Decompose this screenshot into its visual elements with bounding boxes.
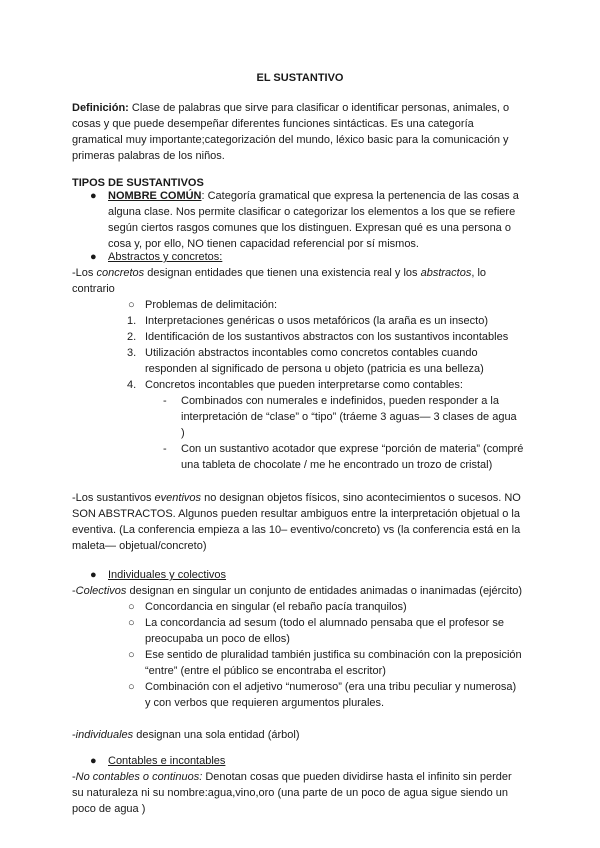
definition-line-3: gramatical muy importante;categorización del mundo, léxico basic para la comunicación y: [72, 134, 509, 146]
bullet-icon: ●: [90, 569, 97, 581]
colectivos-item-line-2: preocupaba un poco de ellos): [145, 633, 290, 645]
eventivos-line-1: -Los sustantivos eventivos no designan objetos físicos, sino acontecimientos o sucesos. NO: [72, 492, 521, 504]
dash-icon: -: [163, 395, 167, 407]
bullet-icon: ●: [90, 190, 97, 202]
nombre-comun-line-4: cosa y, por ello, NO tienen capacidad referencial por sí mismos.: [108, 238, 419, 250]
list-item: Interpretaciones genéricas o usos metafóricos (la araña es un insecto): [145, 315, 489, 327]
sub-item-line-3: ): [181, 427, 185, 439]
colectivos-item-line-1: Combinación con el adjetivo “numeroso” (era una tribu peculiar y numerosa): [145, 681, 517, 693]
contables-line-2: su naturaleza ni su nombre:agua,vino,oro (una parte de un poco de agua sigue siendo un: [72, 787, 509, 799]
abstractos-intro-line-2: contrario: [72, 283, 115, 295]
abstractos-intro-line-1: -Los concretos designan entidades que tienen una existencia real y los abstractos, lo: [72, 267, 487, 279]
list-item: Utilización abstractos incontables como concretos contables cuando: [145, 347, 478, 359]
sub-item-line-2: interpretación de “clase” o “tipo” (tráeme 3 aguas— 3 clases de agua: [181, 411, 517, 423]
nombre-comun-line-1: NOMBRE COMÚN: Categoría gramatical que expresa la pertenencia de las cosas a: [108, 190, 519, 202]
contables-line-1: -No contables o continuos: Denotan cosas que pueden dividirse hasta el infinito sin perder: [72, 771, 512, 783]
list-item-continuation: responden al significado de persona u objeto (patricia es una belleza): [145, 363, 484, 375]
colectivos-item-line-1: Ese sentido de pluralidad también justifica su combinación con la preposición: [145, 649, 522, 661]
colectivos-item-line-2: “entre” (entre el público se encontraba el escritor): [145, 665, 386, 677]
bullet-icon: ●: [90, 755, 97, 767]
nombre-comun-line-2: alguna clase. Nos permite clasificar o categorizar los elementos a los que se refiere: [108, 206, 516, 218]
list-number: 1.: [127, 315, 137, 327]
definition-line-4: primeras palabras de los niños.: [72, 150, 225, 162]
abstractos-heading: Abstractos y concretos:: [108, 251, 223, 263]
list-item: Identificación de los sustantivos abstractos con los sustantivos incontables: [145, 331, 509, 343]
definition-line-2: cosas y que puede desempeñar diferentes funciones sintácticas. Es una categoría: [72, 118, 474, 130]
list-number: 4.: [127, 379, 137, 391]
list-number: 2.: [127, 331, 137, 343]
problemas-label: Problemas de delimitación:: [145, 299, 278, 311]
definition-label: Definición:: [72, 102, 129, 114]
hollow-bullet-icon: ○: [128, 681, 135, 693]
sub-item-line-1: Con un sustantivo acotador que exprese “porción de materia” (compré: [181, 443, 524, 455]
bullet-icon: ●: [90, 251, 97, 263]
hollow-bullet-icon: ○: [128, 649, 135, 661]
colectivos-item-line-1: La concordancia ad sesum (todo el alumnado pensaba que el profesor se: [145, 617, 504, 629]
individuales-intro: -individuales designan una sola entidad (árbol): [72, 729, 300, 741]
page-title: EL SUSTANTIVO: [256, 72, 344, 84]
sub-item-line-1: Combinados con numerales e indefinidos, pueden responder a la: [181, 395, 499, 407]
colectivos-item-line-1: Concordancia en singular (el rebaño pacía tranquilos): [145, 601, 407, 613]
list-item: Concretos incontables que pueden interpretarse como contables:: [145, 379, 463, 391]
nombre-comun-label: NOMBRE COMÚN: [108, 190, 202, 202]
contables-heading: Contables e incontables: [108, 755, 226, 767]
colectivos-item-line-2: y con verbos que requieren argumentos plurales.: [145, 697, 385, 709]
eventivos-line-4: maleta— objetual/concreto): [72, 540, 207, 552]
list-number: 3.: [127, 347, 137, 359]
sub-item-line-2: una tableta de chocolate / me he encontrado un trozo de cristal): [181, 459, 493, 471]
eventivos-line-2: SON ABSTRACTOS. Algunos pueden resultar ambiguos entre la interpretación objetual o la: [72, 508, 520, 520]
nombre-comun-line-3: según ciertos rasgos comunes que los distinguen. Expresan qué es una persona o: [108, 222, 511, 234]
colectivos-intro: -Colectivos designan en singular un conjunto de entidades animadas o inanimadas (ejército): [72, 585, 523, 597]
section-heading-tipos: TIPOS DE SUSTANTIVOS: [72, 177, 204, 189]
individuales-heading: Individuales y colectivos: [108, 569, 227, 581]
hollow-bullet-icon: ○: [128, 299, 135, 311]
contables-line-3: poco de agua ): [72, 803, 146, 815]
eventivos-line-3: eventiva. (La conferencia empieza a las 10– eventivo/concreto) vs (la conferencia está en la: [72, 524, 521, 536]
hollow-bullet-icon: ○: [128, 601, 135, 613]
hollow-bullet-icon: ○: [128, 617, 135, 629]
dash-icon: -: [163, 443, 167, 455]
definition-line-1: Definición: Clase de palabras que sirve para clasificar o identificar personas, animales, o: [72, 102, 510, 114]
